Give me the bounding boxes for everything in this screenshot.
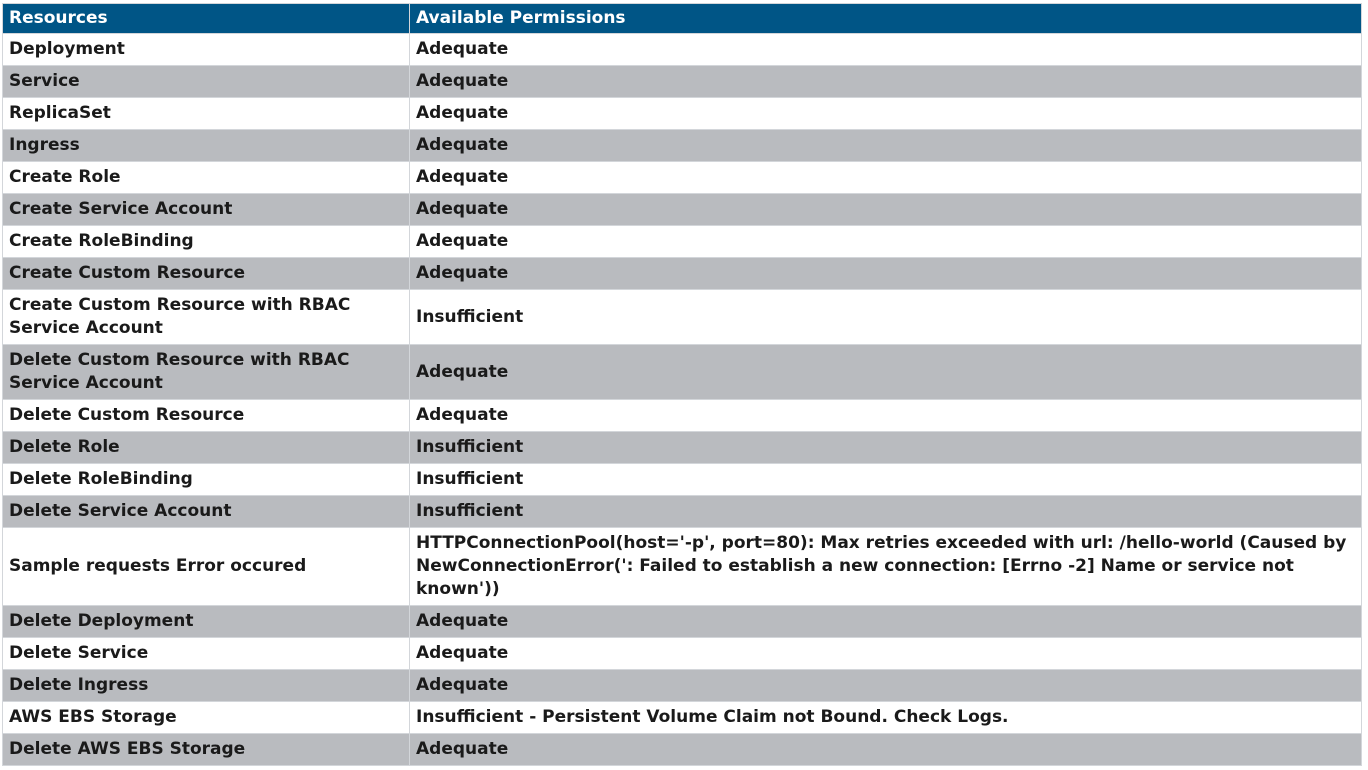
table-row (3, 194, 1362, 226)
resource-cell: Ingress (3, 130, 410, 162)
table-row (3, 258, 1362, 290)
table-row (3, 162, 1362, 194)
table-row (3, 702, 1362, 734)
permission-cell: Adequate (410, 606, 1362, 638)
permissions-table (2, 3, 1362, 766)
table-row (3, 290, 1362, 345)
permission-cell: Adequate (410, 638, 1362, 670)
permission-cell: Insufficient (410, 290, 1362, 345)
permission-cell: HTTPConnectionPool(host='-p', port=80): Max retries exceeded with url: /hello-world (Caused by NewConnectionError(': Failed to establish a new connection: [Errno -2] Name or service not known')) (410, 528, 1362, 606)
header-available-permissions: Available Permissions (410, 4, 1362, 34)
table-row (3, 670, 1362, 702)
permission-cell: Insufficient (410, 464, 1362, 496)
permission-cell: Insufficient (410, 432, 1362, 464)
table-row (3, 528, 1362, 606)
resource-cell: Delete Custom Resource (3, 400, 410, 432)
resource-cell: Sample requests Error occured (3, 528, 410, 606)
header-resources: Resources (3, 4, 410, 34)
table-row (3, 98, 1362, 130)
table-row (3, 638, 1362, 670)
resource-cell: AWS EBS Storage (3, 702, 410, 734)
table-row (3, 400, 1362, 432)
resource-cell: Delete Custom Resource with RBAC Service Account (3, 345, 410, 400)
resource-cell: Delete Role (3, 432, 410, 464)
resource-cell: Create RoleBinding (3, 226, 410, 258)
table-body (3, 34, 1362, 766)
resource-cell: Create Custom Resource (3, 258, 410, 290)
table-row (3, 345, 1362, 400)
table-header-row (3, 4, 1362, 34)
table-row (3, 226, 1362, 258)
resource-cell: Create Custom Resource with RBAC Service Account (3, 290, 410, 345)
table-row (3, 34, 1362, 66)
resource-cell: Create Service Account (3, 194, 410, 226)
table-row (3, 734, 1362, 766)
permission-cell: Insufficient (410, 496, 1362, 528)
table-row (3, 464, 1362, 496)
permission-cell: Adequate (410, 130, 1362, 162)
resource-cell: Delete AWS EBS Storage (3, 734, 410, 766)
resource-cell: Delete Deployment (3, 606, 410, 638)
resource-cell: Delete Service Account (3, 496, 410, 528)
permission-cell: Adequate (410, 258, 1362, 290)
permission-cell: Adequate (410, 734, 1362, 766)
permission-cell: Adequate (410, 670, 1362, 702)
permission-cell: Adequate (410, 162, 1362, 194)
resource-cell: ReplicaSet (3, 98, 410, 130)
resource-cell: Delete Ingress (3, 670, 410, 702)
resource-cell: Deployment (3, 34, 410, 66)
resource-cell: Delete RoleBinding (3, 464, 410, 496)
table-row (3, 606, 1362, 638)
table-row (3, 496, 1362, 528)
permission-cell: Adequate (410, 66, 1362, 98)
permission-cell: Adequate (410, 345, 1362, 400)
resource-cell: Service (3, 66, 410, 98)
permission-cell: Adequate (410, 400, 1362, 432)
permission-cell: Insufficient - Persistent Volume Claim not Bound. Check Logs. (410, 702, 1362, 734)
permission-cell: Adequate (410, 194, 1362, 226)
table-row (3, 432, 1362, 464)
resource-cell: Delete Service (3, 638, 410, 670)
permission-cell: Adequate (410, 98, 1362, 130)
permission-cell: Adequate (410, 226, 1362, 258)
permission-cell: Adequate (410, 34, 1362, 66)
resource-cell: Create Role (3, 162, 410, 194)
table-row (3, 66, 1362, 98)
table-row (3, 130, 1362, 162)
